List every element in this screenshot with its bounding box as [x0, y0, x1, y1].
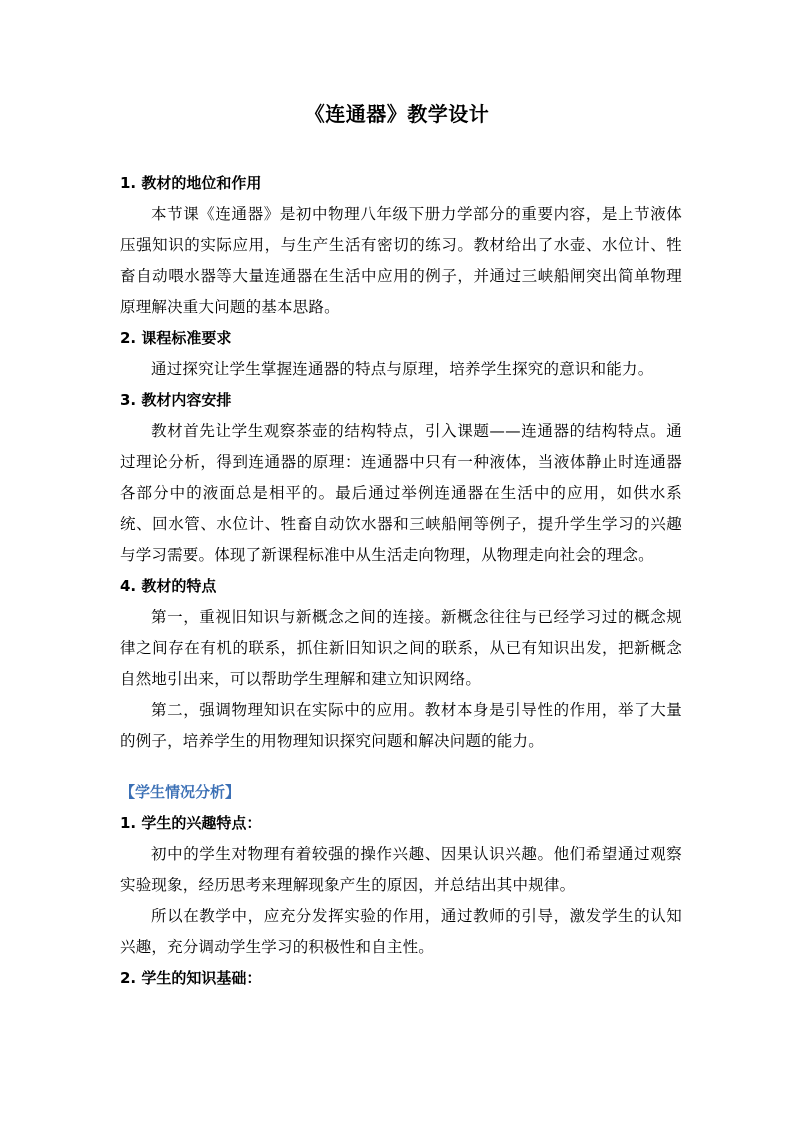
section-heading: 1. 教材的地位和作用 [120, 174, 262, 192]
page-title: 《连通器》教学设计 [304, 102, 490, 126]
section-heading: 1. 学生的兴趣特点： [120, 814, 262, 832]
paragraph: 所以在教学中，应充分发挥实验的作用，通过教师的引导，激发学生的认知兴趣，充分调动学生学习的积极性和自主性。 [120, 907, 682, 956]
section-heading: 3. 教材内容安排 [120, 391, 232, 409]
paragraph: 本节课《连通器》是初中物理八年级下册力学部分的重要内容，是上节液体压强知识的实际应用，与生产生活有密切的练习。教材给出了水壶、水位计、牲畜自动喂水器等大量连通器在生活中应用的例子，并通过三峡船闸突出简单物理原理解决重大问题的基本思路。 [120, 205, 682, 316]
paragraph: 第一，重视旧知识与新概念之间的连接。新概念往往与已经学习过的概念规律之间存在有机的联系，抓住新旧知识之间的联系，从已有知识出发，把新概念自然地引出来，可以帮助学生理解和建立知识网络。 [120, 608, 682, 688]
paragraph: 初中的学生对物理有着较强的操作兴趣、因果认识兴趣。他们希望通过观察实验现象，经历思考来理解现象产生的原因，并总结出其中规律。 [120, 845, 682, 894]
paragraph: 教材首先让学生观察茶壶的结构特点，引入课题——连通器的结构特点。通过理论分析，得到连通器的原理：连通器中只有一种液体，当液体静止时连通器各部分中的液面总是相平的。最后通过举例连通器在生活中的应用，如供水系统、回水管、水位计、牲畜自动饮水器和三峡船闸等例子，提升学生学习的兴趣与学习需要。体现了新课程标准中从生活走向物理，从物理走向社会的理念。 [120, 422, 682, 564]
section-heading: 2. 学生的知识基础： [120, 969, 262, 987]
student-analysis-tag: 【学生情况分析】 [120, 783, 241, 801]
document-body [120, 168, 682, 994]
section-heading: 4. 教材的特点 [120, 577, 217, 595]
section-heading: 2. 课程标准要求 [120, 329, 232, 347]
paragraph: 通过探究让学生掌握连通器的特点与原理，培养学生探究的意识和能力。 [151, 360, 654, 378]
paragraph: 第二，强调物理知识在实际中的应用。教材本身是引导性的作用，举了大量的例子，培养学生的用物理知识探究问题和解决问题的能力。 [120, 701, 682, 750]
